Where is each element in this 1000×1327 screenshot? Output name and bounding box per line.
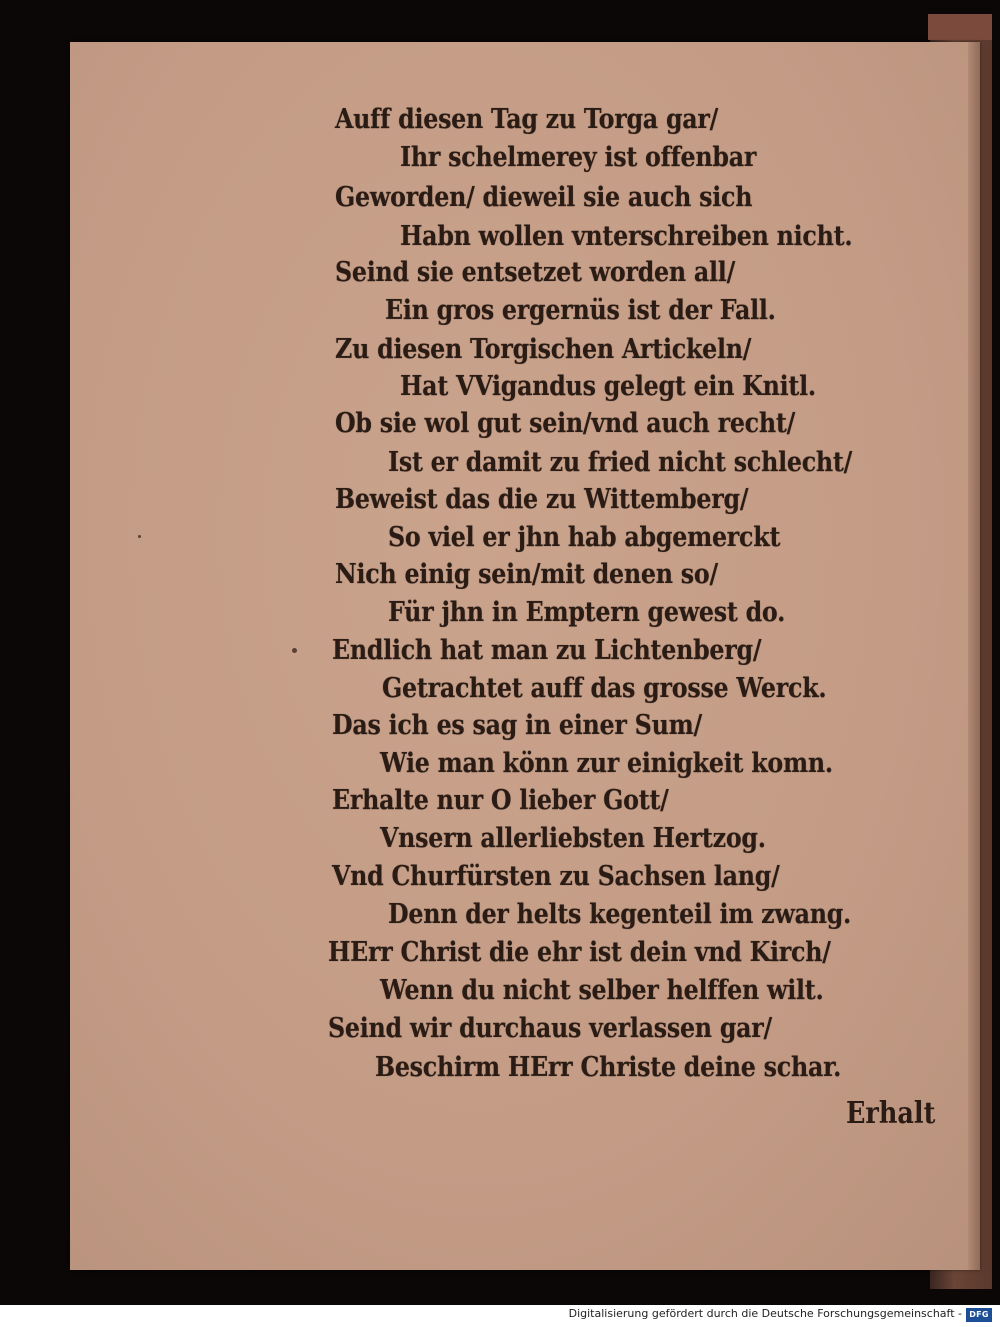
verse-line: Nich einig sein/mit denen so/ (335, 559, 718, 590)
verse-line: Geworden/ dieweil sie auch sich (335, 182, 753, 213)
digitization-credit: Digitalisierung gefördert durch die Deutsche Forschungsgemeinschaft - (568, 1307, 962, 1320)
verse-line: Vnd Churfürsten zu Sachsen lang/ (332, 861, 780, 892)
verse-line: Denn der helts kegenteil im zwang. (388, 899, 852, 930)
verse-line: Wenn du nicht selber helffen wilt. (380, 975, 824, 1006)
page-edge-shadow (968, 42, 980, 1270)
verse-line: Getrachtet auff das grosse Werck. (382, 673, 827, 704)
verse-line: Auff diesen Tag zu Torga gar/ (335, 104, 719, 135)
verse-line: Ob sie wol gut sein/vnd auch recht/ (335, 408, 796, 439)
verse-line: Habn wollen vnterschreiben nicht. (400, 221, 853, 252)
verse-line: Ist er damit zu fried nicht schlecht/ (388, 447, 853, 478)
verse-line: Seind sie entsetzet worden all/ (335, 257, 735, 288)
verse-line: Endlich hat man zu Lichtenberg/ (332, 635, 762, 666)
book-edge-top (928, 14, 992, 40)
verse-line: Zu diesen Torgischen Artickeln/ (335, 334, 752, 365)
ink-speck (138, 535, 141, 538)
verse-line: Wie man könn zur einigkeit komn. (380, 748, 833, 779)
document-page (70, 42, 980, 1270)
verse-line: Beschirm HErr Christe deine schar. (375, 1052, 842, 1083)
verse-line: Das ich es sag in einer Sum/ (332, 710, 702, 741)
verse-line: So viel er jhn hab abgemerckt (388, 522, 781, 553)
verse-line: Seind wir durchaus verlassen gar/ (328, 1013, 772, 1044)
dfg-logo-icon: DFG (966, 1308, 992, 1322)
verse-line: Ihr schelmerey ist offenbar (400, 142, 757, 173)
verse-line: Beweist das die zu Wittemberg/ (335, 484, 749, 515)
verse-line: Vnsern allerliebsten Hertzog. (380, 823, 766, 854)
verse-line: HErr Christ die ehr ist dein vnd Kirch/ (328, 937, 831, 968)
ink-speck (292, 648, 297, 653)
verse-line: Ein gros ergernüs ist der Fall. (385, 295, 776, 326)
verse-line: Erhalte nur O lieber Gott/ (332, 785, 669, 816)
verse-line: Hat VVigandus gelegt ein Knitl. (400, 371, 816, 402)
catchword: Erhalt (846, 1096, 936, 1131)
verse-line: Für jhn in Emptern gewest do. (388, 597, 786, 628)
